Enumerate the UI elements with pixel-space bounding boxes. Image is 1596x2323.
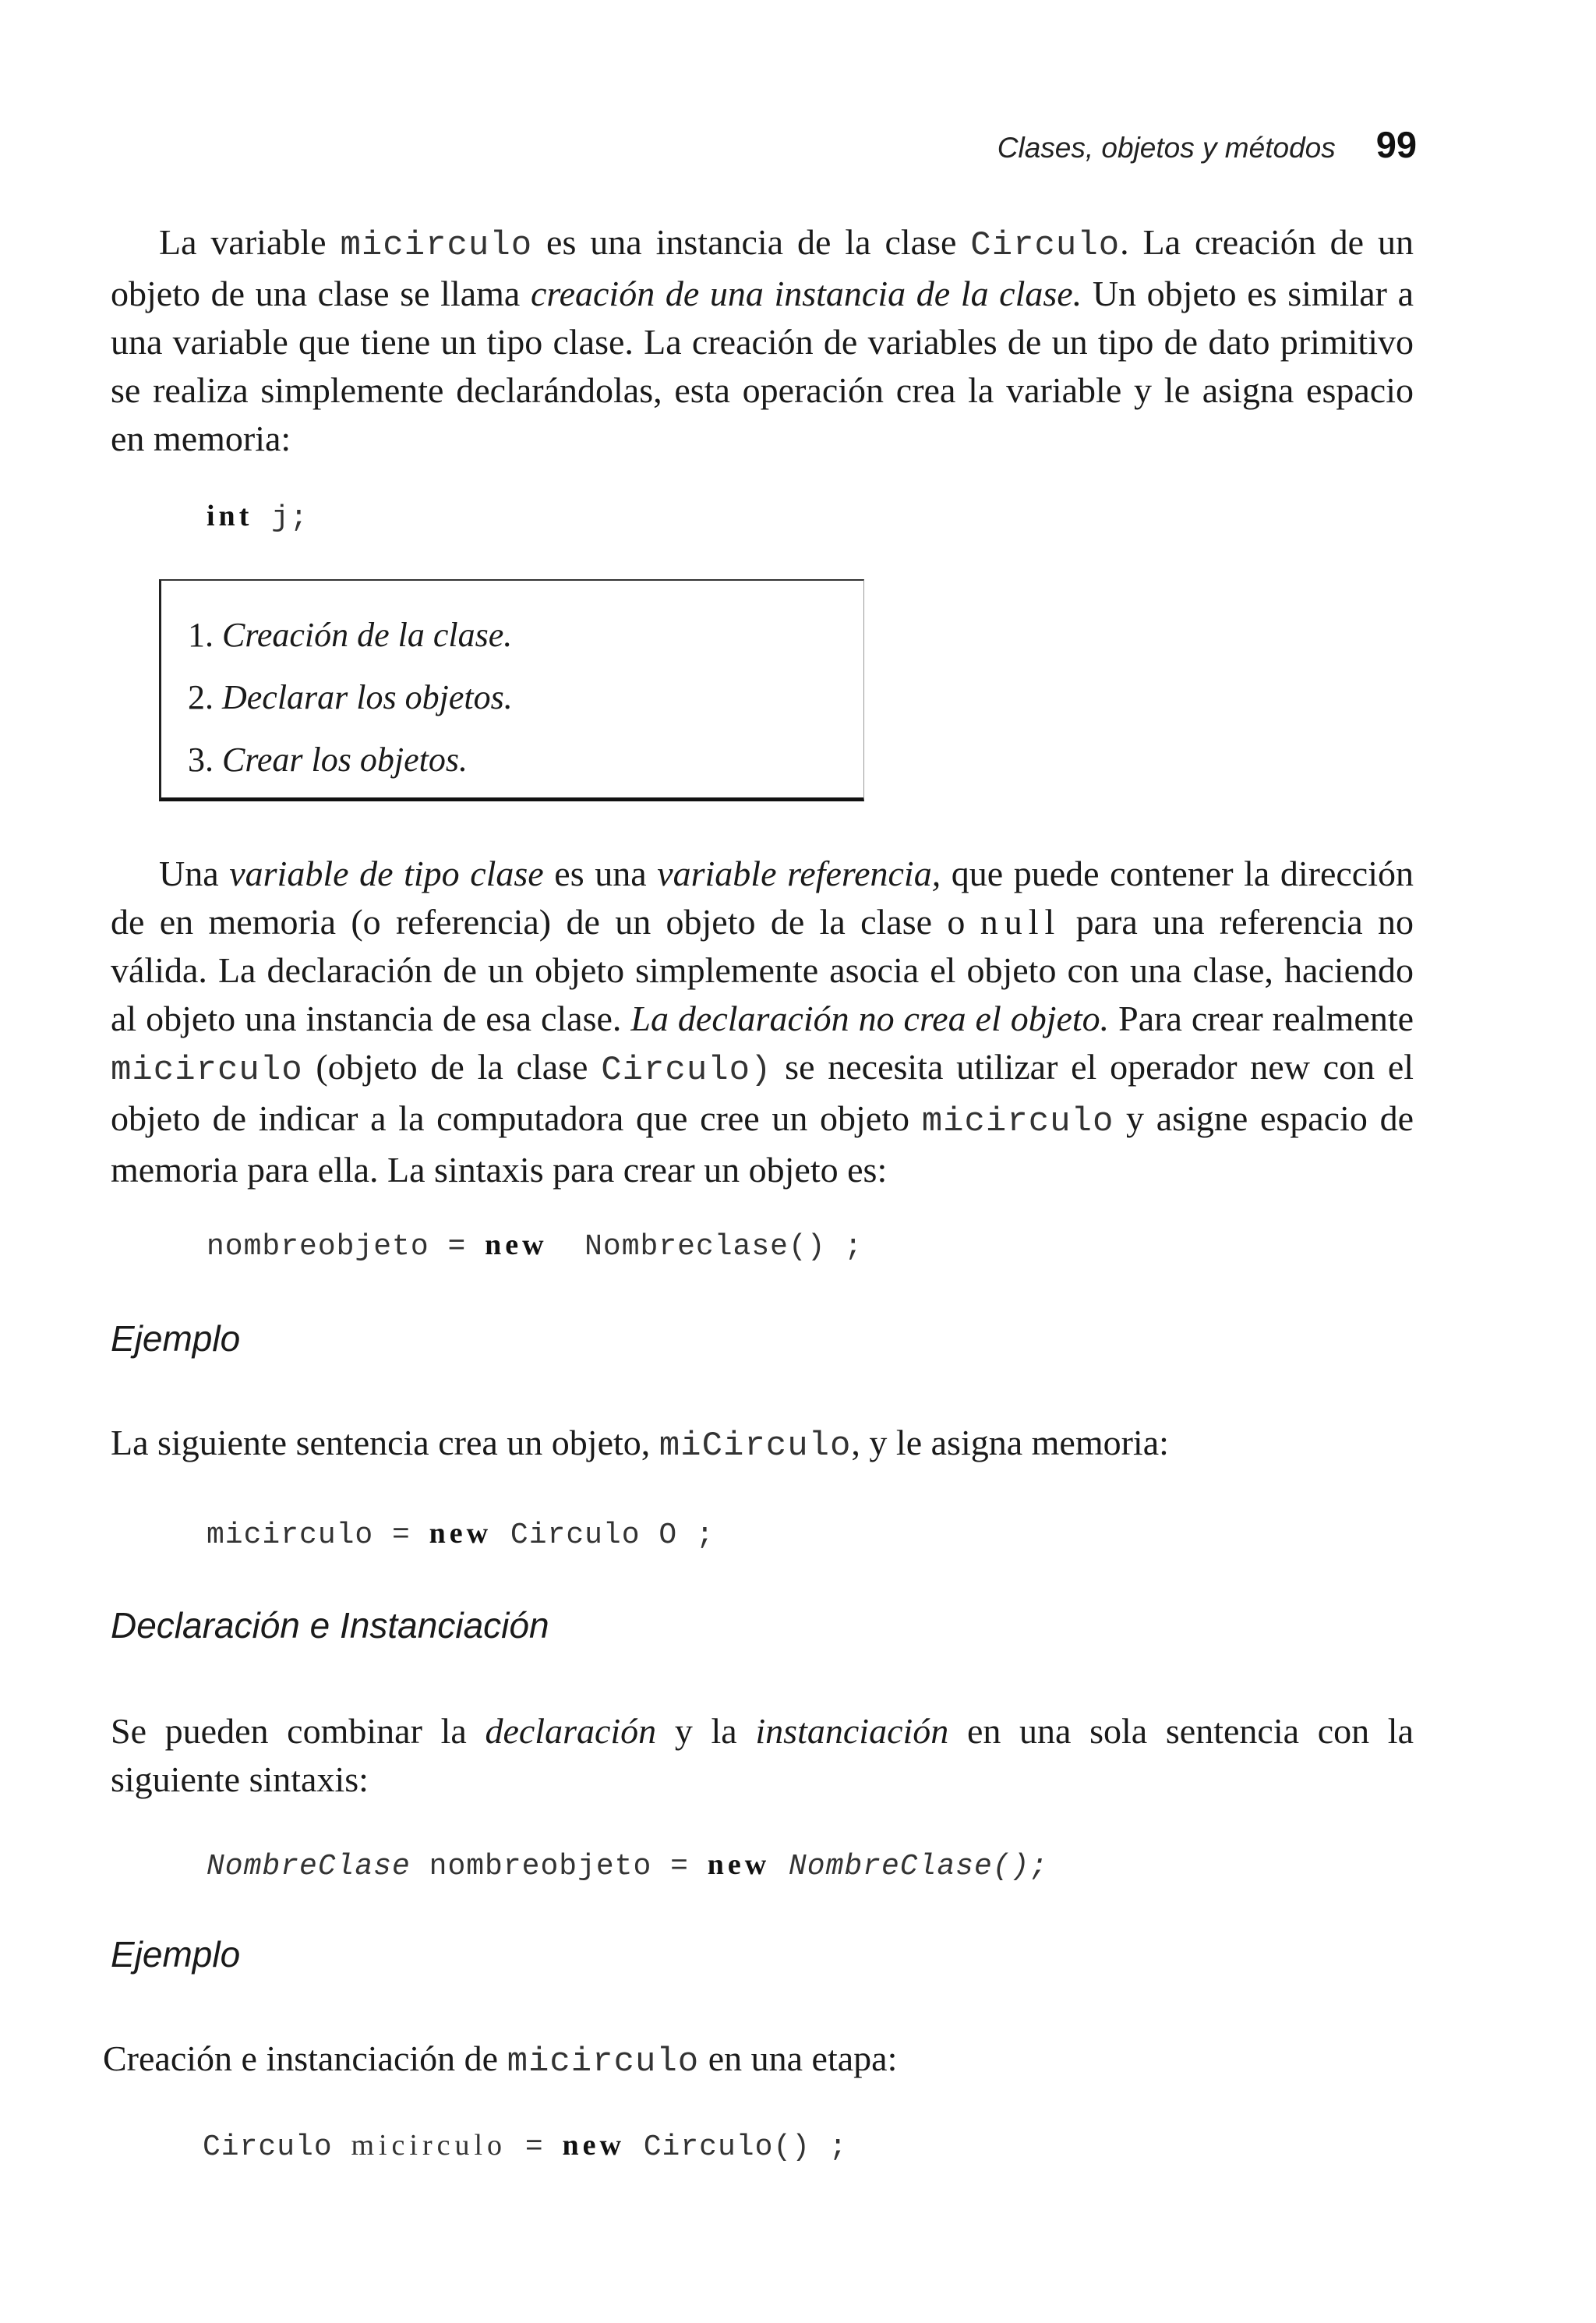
step-item: 3. Crear los objetos. [188, 741, 468, 779]
section-heading-declaracion: Declaración e Instanciación [111, 1605, 549, 1646]
code-int-declaration: int j; [207, 500, 309, 535]
section-heading-ejemplo-2: Ejemplo [111, 1934, 241, 1975]
page-number: 99 [1375, 124, 1417, 165]
running-title: Clases, objetos y métodos [997, 132, 1336, 164]
code-combined-syntax: NombreClase nombreobjeto = new NombreClase(); [207, 1848, 1049, 1883]
section-heading-ejemplo: Ejemplo [111, 1318, 241, 1359]
paragraph-one-step: Creación e instanciación de micirculo en una etapa: [103, 2038, 898, 2081]
code-new-circulo: micirculo = new Circulo O ; [207, 1517, 715, 1552]
steps-box [159, 579, 864, 801]
step-item: 2. Declarar los objetos. [188, 678, 513, 716]
step-item: 1. Creación de la clase. [188, 616, 513, 654]
paragraph-intro: La variable micirculo es una instancia de la clase Circulo. La creación de un objeto de una clase se llama creación de una instancia de la clase. Un objeto es similar a una variable que tiene un tipo clase. La creación de variables de un tipo de dato primitivo se realiza simplemente declarándolas, esta operación crea la variable y le asigna espacio en memoria: [111, 222, 1414, 458]
code-one-step: Circulo micirculo = new Circulo() ; [203, 2129, 848, 2164]
steps-list [188, 604, 513, 791]
running-header [998, 123, 1417, 166]
paragraph-example-create: La siguiente sentencia crea un objeto, miCirculo, y le asigna memoria: [111, 1423, 1169, 1466]
paragraph-combine: Se pueden combinar la declaración y la instanciación en una sola sentencia con la siguiente sintaxis: [111, 1711, 1414, 1799]
code-new-syntax: nombreobjeto = new Nombreclase() ; [207, 1229, 863, 1264]
paragraph-reference-variable: Una variable de tipo clase es una variable referencia, que puede contener la dirección de en memoria (o referencia) de un objeto de la clase o null para una referencia no válida. La declaración de un objeto simplemente asocia el objeto con una clase, haciendo al objeto una instancia de esa clase. La declaración no crea el objeto. Para crear realmente micirculo (objeto de la clase Circulo) se necesita utilizar el operador new con el objeto de indicar a la computadora que cree un objeto micirculo y asigne espacio de memoria para ella. La sintaxis para crear un objeto es: [111, 854, 1414, 1190]
